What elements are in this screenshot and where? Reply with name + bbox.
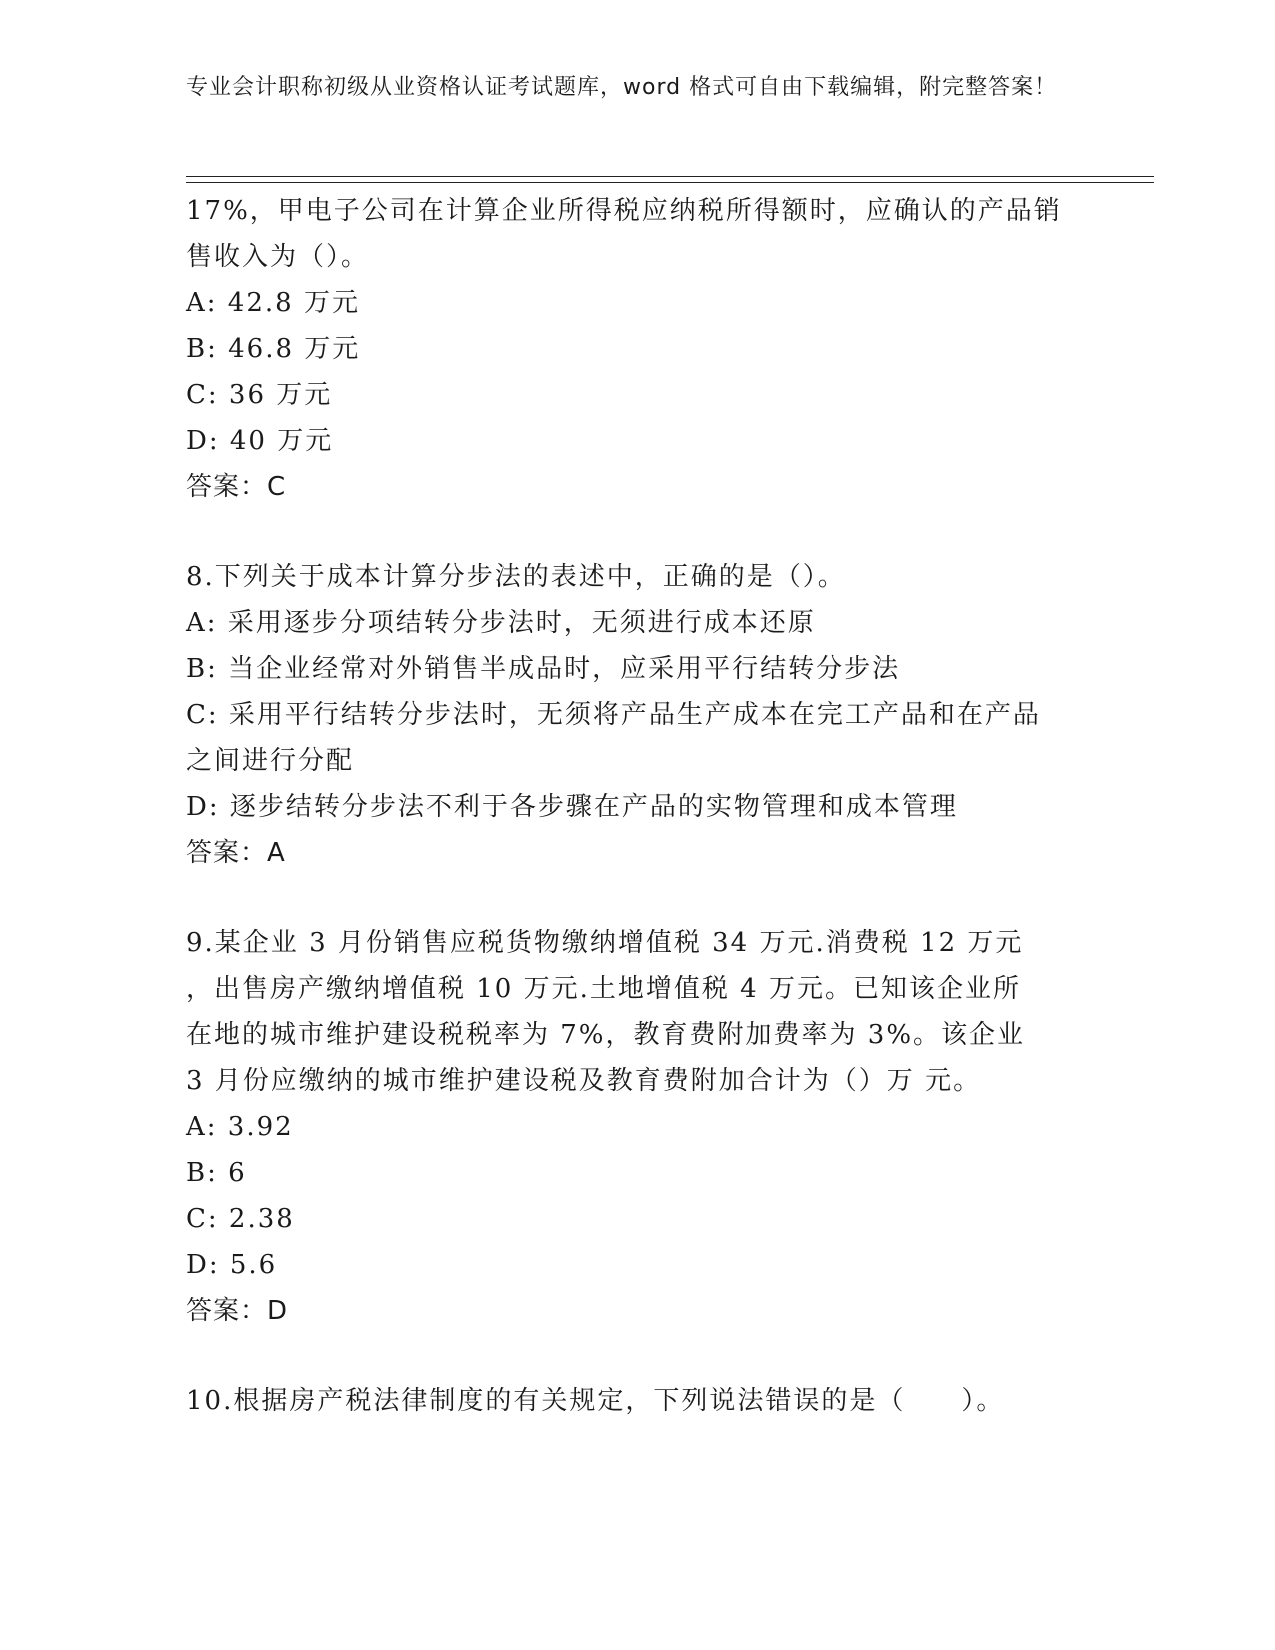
question-9-stem-line-2: ，出售房产缴纳增值税 10 万元.土地增值税 4 万元。已知该企业所: [186, 974, 1021, 1004]
question-9: [186, 920, 1086, 1334]
header-divider-top: [186, 176, 1154, 177]
question-9-option-c: C: 2.38: [186, 1204, 295, 1234]
document-header: [186, 72, 1066, 104]
question-10-stem: 10.根据房产税法律制度的有关规定，下列说法错误的是（ ）。: [186, 1386, 1005, 1416]
question-8: [186, 554, 1086, 876]
question-8-stem: 8.下列关于成本计算分步法的表述中，正确的是（）。: [186, 562, 846, 592]
question-8-option-c-line-1: C: 采用平行结转分步法时，无须将产品生产成本在完工产品和在产品: [186, 700, 1041, 730]
question-9-stem-line-1: 9.某企业 3 月份销售应税货物缴纳增值税 34 万元.消费税 12 万元: [186, 928, 1024, 958]
question-7-answer: 答案：C: [186, 472, 287, 502]
spacer: [186, 876, 1086, 920]
question-9-option-b: B: 6: [186, 1158, 247, 1188]
header-text: 专业会计职称初级从业资格认证考试题库，word 格式可自由下载编辑，附完整答案！: [186, 75, 1058, 100]
question-7-stem-line-1: 17%，甲电子公司在计算企业所得税应纳税所得额时，应确认的产品销: [186, 196, 1062, 226]
spacer: [186, 1334, 1086, 1378]
question-9-stem-line-4: 3 月份应缴纳的城市维护建设税及教育费附加合计为（）万 元。: [186, 1066, 982, 1096]
question-8-option-d: D: 逐步结转分步法不利于各步骤在产品的实物管理和成本管理: [186, 792, 958, 822]
spacer: [186, 510, 1086, 554]
question-7-stem-line-2: 售收入为（）。: [186, 242, 370, 272]
question-10: [186, 1378, 1086, 1424]
question-9-answer: 答案：D: [186, 1296, 289, 1326]
question-content: [186, 188, 1086, 1424]
question-9-stem-line-3: 在地的城市维护建设税税率为 7%，教育费附加费率为 3%。该企业: [186, 1020, 1026, 1050]
question-9-option-d: D: 5.6: [186, 1250, 278, 1280]
question-7-option-c: C: 36 万元: [186, 380, 333, 410]
question-7-option-d: D: 40 万元: [186, 426, 334, 456]
question-7-option-a: A: 42.8 万元: [186, 288, 360, 318]
question-8-option-a: A: 采用逐步分项结转分步法时，无须进行成本还原: [186, 608, 816, 638]
question-8-answer: 答案：A: [186, 838, 286, 868]
question-7: [186, 188, 1086, 510]
question-9-option-a: A: 3.92: [186, 1112, 294, 1142]
question-7-option-b: B: 46.8 万元: [186, 334, 361, 364]
question-8-option-c-line-2: 之间进行分配: [186, 746, 355, 776]
header-divider-bottom: [186, 182, 1154, 183]
question-8-option-b: B: 当企业经常对外销售半成品时，应采用平行结转分步法: [186, 654, 901, 684]
